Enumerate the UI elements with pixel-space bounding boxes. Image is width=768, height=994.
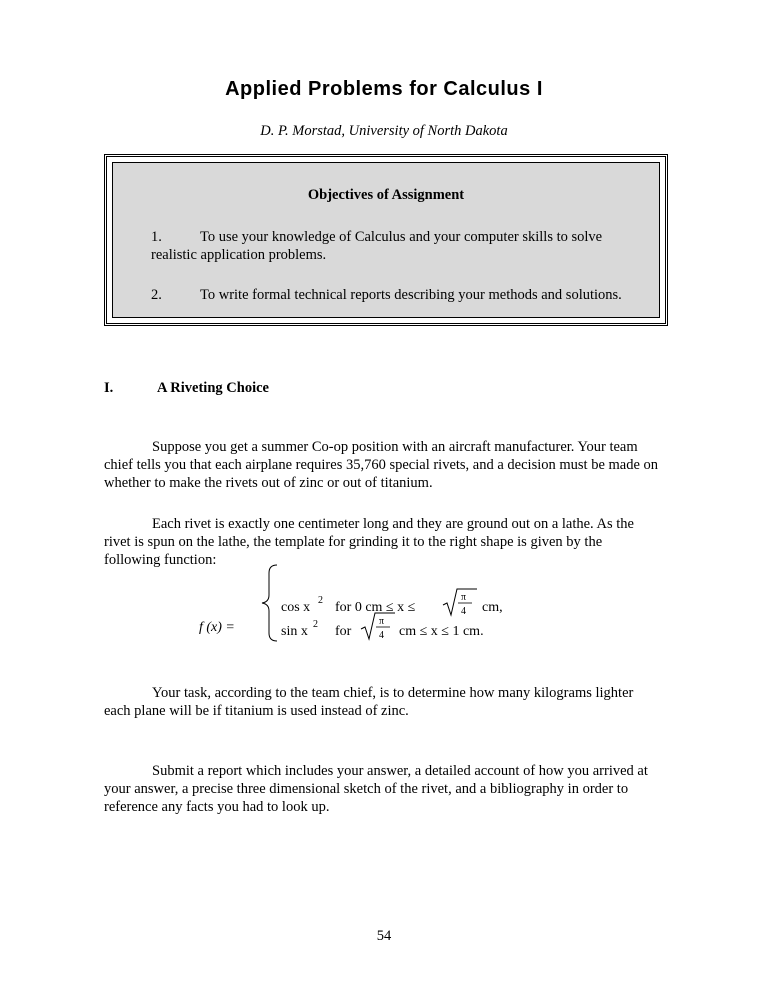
case1-condition: for 0 cm ≤ x ≤: [335, 600, 416, 615]
paragraph-text: Submit a report which includes your answer, a detailed account of how you arrived at your answer, a precise three dimensional sketch of the rivet, and a bibliography in order to reference any facts you had to look up.: [104, 763, 648, 815]
case1-exponent: 2: [318, 595, 323, 606]
objective-number: 2.: [151, 287, 162, 303]
case2-exponent: 2: [313, 619, 318, 630]
sqrt-sign-2: [361, 613, 395, 639]
case1-expr: cos x: [281, 600, 311, 615]
case2-expr: sin x: [281, 624, 308, 639]
author-line: D. P. Morstad, University of North Dakota: [260, 123, 508, 139]
page-number: 54: [376, 928, 392, 944]
section-number: I.: [104, 380, 114, 396]
pi-numerator-1: π: [461, 592, 467, 603]
pi-numerator-2: π: [379, 616, 385, 627]
case2-tail: cm ≤ x ≤ 1 cm.: [399, 624, 484, 639]
section-title: A Riveting Choice: [157, 380, 269, 396]
objectives-box: [104, 154, 668, 326]
page-title: Applied Problems for Calculus I: [225, 78, 543, 100]
four-denominator-2: 4: [379, 630, 384, 641]
paragraph-intro: [104, 438, 660, 492]
four-denominator-1: 4: [461, 606, 466, 617]
objectives-panel: [112, 162, 660, 318]
objectives-heading: Objectives of Assignment: [307, 187, 465, 203]
left-brace: [262, 565, 277, 641]
objective-number: 1.: [151, 229, 162, 245]
paragraph-task: [104, 684, 660, 720]
sqrt-sign-1: [443, 589, 477, 615]
objective-item-2: [151, 286, 639, 304]
paragraph-text: Suppose you get a summer Co-op position with an aircraft manufacturer. Your team chief tells you that each airplane requires 35,760 special rivets, and a decision must be made on whether to make the rivets out of zinc or out of titanium.: [104, 439, 659, 491]
paragraph-text: Your task, according to the team chief, is to determine how many kilograms lighter each plane will be if titanium is used instead of zinc.: [104, 685, 634, 719]
objective-item-1: [151, 228, 639, 264]
piecewise-formula: [199, 555, 539, 655]
case1-unit: cm,: [482, 600, 503, 615]
objective-text: To write formal technical reports describing your methods and solutions.: [200, 287, 622, 303]
paragraph-submit: [104, 762, 660, 816]
paragraph-text: Each rivet is exactly one centimeter long and they are ground out on a lathe. As the rivet is spun on the lathe, the template for grinding it to the right shape is given by the following function:: [104, 516, 634, 568]
objective-text: To use your knowledge of Calculus and your computer skills to solve realistic application problems.: [151, 229, 603, 263]
case2-condition: for: [335, 624, 352, 639]
formula-lhs: f (x) =: [199, 620, 235, 635]
